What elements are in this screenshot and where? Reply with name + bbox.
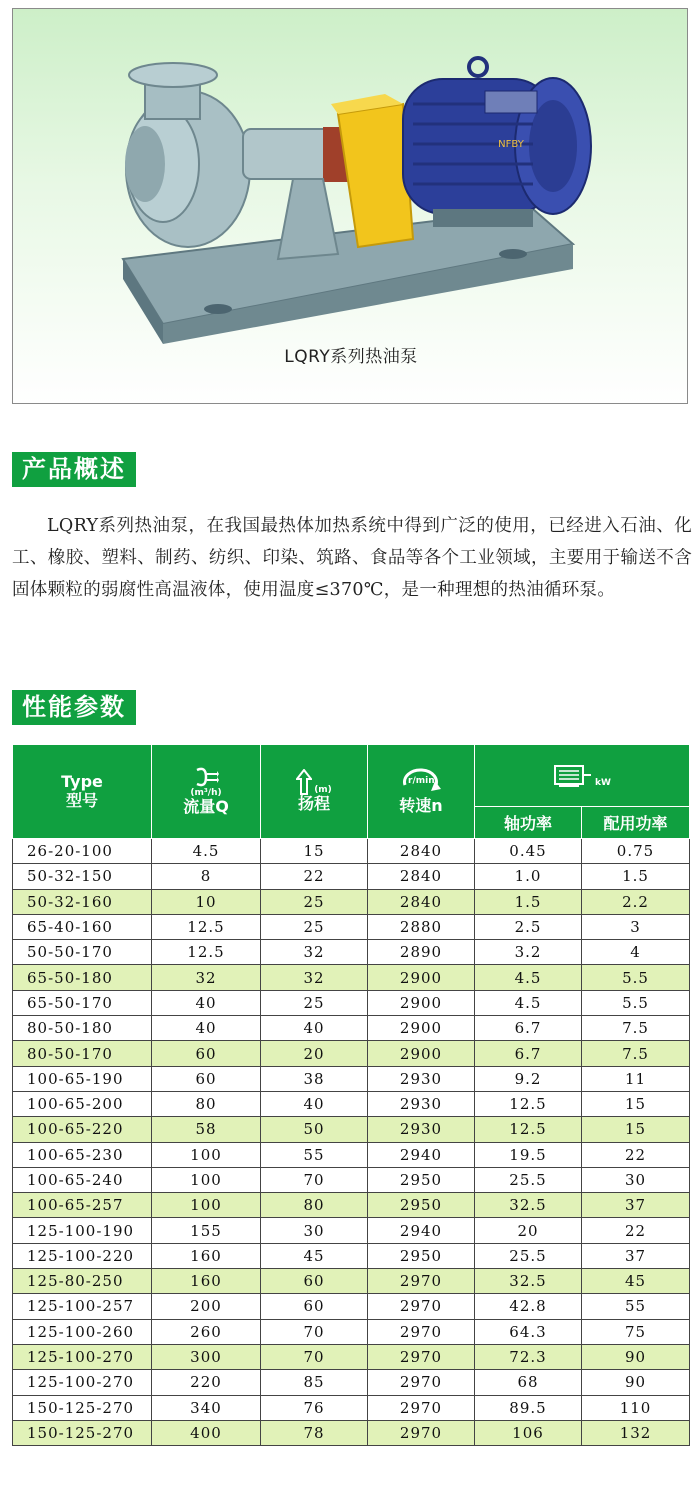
speed-cell: 2970 [368, 1319, 475, 1344]
flow-cell: 12.5 [152, 940, 261, 965]
table-row [13, 1167, 690, 1192]
flow-icon [193, 766, 219, 788]
overview-heading: 产品概述 [12, 452, 136, 487]
type-cell: 65-40-160 [13, 914, 152, 939]
flow-cell: 4.5 [152, 839, 261, 864]
table-row [13, 1041, 690, 1066]
matched-power-cell: 22 [582, 1218, 690, 1243]
speed-cell: 2970 [368, 1344, 475, 1369]
shaft-power-cell: 68 [475, 1370, 582, 1395]
speed-cell: 2900 [368, 1016, 475, 1041]
col-type-header: Type 型号 [13, 745, 152, 839]
flow-cell: 10 [152, 889, 261, 914]
flow-cell: 100 [152, 1142, 261, 1167]
type-cell: 125-100-257 [13, 1294, 152, 1319]
table-row [13, 1294, 690, 1319]
head-cell: 32 [261, 965, 368, 990]
shaft-power-cell: 25.5 [475, 1167, 582, 1192]
table-row [13, 839, 690, 864]
flow-cell: 200 [152, 1294, 261, 1319]
matched-power-cell: 30 [582, 1167, 690, 1192]
col-matched-power-header: 配用功率 [582, 807, 690, 839]
speed-cell: 2930 [368, 1066, 475, 1091]
shaft-power-cell: 89.5 [475, 1395, 582, 1420]
flow-cell: 60 [152, 1066, 261, 1091]
speed-cell: 2840 [368, 864, 475, 889]
flow-cell: 12.5 [152, 914, 261, 939]
table-row [13, 1370, 690, 1395]
speed-cell: 2930 [368, 1117, 475, 1142]
type-cell: 150-125-270 [13, 1395, 152, 1420]
head-cell: 70 [261, 1319, 368, 1344]
table-row [13, 1269, 690, 1294]
table-row [13, 914, 690, 939]
matched-power-cell: 15 [582, 1091, 690, 1116]
shaft-power-cell: 0.45 [475, 839, 582, 864]
speed-cell: 2950 [368, 1243, 475, 1268]
matched-power-cell: 0.75 [582, 839, 690, 864]
product-image-panel [12, 8, 688, 404]
col-head-header: (m) 扬程 [261, 745, 368, 839]
head-cell: 78 [261, 1420, 368, 1445]
type-cell: 100-65-257 [13, 1193, 152, 1218]
type-cell: 65-50-180 [13, 965, 152, 990]
type-cell: 100-65-200 [13, 1091, 152, 1116]
type-cell: 125-100-190 [13, 1218, 152, 1243]
speed-cell: 2840 [368, 839, 475, 864]
head-cell: 60 [261, 1294, 368, 1319]
params-heading: 性能参数 [12, 690, 136, 725]
flow-cell: 220 [152, 1370, 261, 1395]
type-cell: 100-65-190 [13, 1066, 152, 1091]
shaft-power-cell: 20 [475, 1218, 582, 1243]
table-row [13, 1218, 690, 1243]
flow-cell: 100 [152, 1193, 261, 1218]
speed-cell: 2970 [368, 1294, 475, 1319]
flow-cell: 40 [152, 990, 261, 1015]
shaft-power-cell: 32.5 [475, 1193, 582, 1218]
matched-power-cell: 5.5 [582, 965, 690, 990]
speed-cell: 2930 [368, 1091, 475, 1116]
head-cell: 40 [261, 1016, 368, 1041]
matched-power-cell: 45 [582, 1269, 690, 1294]
speed-cell: 2940 [368, 1142, 475, 1167]
flow-cell: 400 [152, 1420, 261, 1445]
speed-cell: 2900 [368, 990, 475, 1015]
head-cell: 25 [261, 914, 368, 939]
speed-cell: 2840 [368, 889, 475, 914]
flow-cell: 160 [152, 1243, 261, 1268]
shaft-power-cell: 25.5 [475, 1243, 582, 1268]
matched-power-cell: 2.2 [582, 889, 690, 914]
shaft-power-cell: 9.2 [475, 1066, 582, 1091]
head-cell: 55 [261, 1142, 368, 1167]
motor-icon [553, 763, 593, 789]
head-cell: 60 [261, 1269, 368, 1294]
head-cell: 38 [261, 1066, 368, 1091]
motor-badge: NFBY [498, 139, 524, 150]
head-cell: 85 [261, 1370, 368, 1395]
speed-cell: 2970 [368, 1395, 475, 1420]
type-cell: 125-100-270 [13, 1370, 152, 1395]
head-cell: 80 [261, 1193, 368, 1218]
matched-power-cell: 37 [582, 1243, 690, 1268]
type-cell: 125-100-270 [13, 1344, 152, 1369]
shaft-power-cell: 3.2 [475, 940, 582, 965]
shaft-power-cell: 2.5 [475, 914, 582, 939]
matched-power-cell: 4 [582, 940, 690, 965]
type-cell: 65-50-170 [13, 990, 152, 1015]
table-row [13, 864, 690, 889]
matched-power-cell: 1.5 [582, 864, 690, 889]
speed-cell: 2970 [368, 1420, 475, 1445]
shaft-power-cell: 106 [475, 1420, 582, 1445]
flow-cell: 32 [152, 965, 261, 990]
shaft-power-cell: 6.7 [475, 1041, 582, 1066]
col-power-header: kW [475, 745, 690, 807]
table-row [13, 889, 690, 914]
type-cell: 80-50-170 [13, 1041, 152, 1066]
head-cell: 22 [261, 864, 368, 889]
type-cell: 125-100-260 [13, 1319, 152, 1344]
matched-power-cell: 90 [582, 1344, 690, 1369]
matched-power-cell: 90 [582, 1370, 690, 1395]
matched-power-cell: 75 [582, 1319, 690, 1344]
shaft-power-cell: 12.5 [475, 1091, 582, 1116]
table-row [13, 1420, 690, 1445]
speed-cell: 2940 [368, 1218, 475, 1243]
shaft-power-cell: 1.5 [475, 889, 582, 914]
type-cell: 80-50-180 [13, 1016, 152, 1041]
matched-power-cell: 11 [582, 1066, 690, 1091]
flow-cell: 58 [152, 1117, 261, 1142]
type-cell: 100-65-220 [13, 1117, 152, 1142]
speed-cell: 2880 [368, 914, 475, 939]
head-cell: 76 [261, 1395, 368, 1420]
type-cell: 50-32-150 [13, 864, 152, 889]
type-cell: 125-100-220 [13, 1243, 152, 1268]
spec-table-body [13, 839, 690, 1446]
matched-power-cell: 15 [582, 1117, 690, 1142]
col-flow-header: (m³/h) 流量Q [152, 745, 261, 839]
head-cell: 70 [261, 1167, 368, 1192]
arrow-up-icon [296, 769, 312, 795]
matched-power-cell: 3 [582, 914, 690, 939]
col-speed-header: r/min 转速n [368, 745, 475, 839]
head-cell: 25 [261, 990, 368, 1015]
matched-power-cell: 37 [582, 1193, 690, 1218]
table-row [13, 1066, 690, 1091]
head-cell: 25 [261, 889, 368, 914]
shaft-power-cell: 72.3 [475, 1344, 582, 1369]
flow-cell: 100 [152, 1167, 261, 1192]
flow-cell: 260 [152, 1319, 261, 1344]
table-row [13, 1091, 690, 1116]
head-cell: 40 [261, 1091, 368, 1116]
head-cell: 30 [261, 1218, 368, 1243]
table-row [13, 1117, 690, 1142]
head-cell: 15 [261, 839, 368, 864]
type-cell: 50-32-160 [13, 889, 152, 914]
matched-power-cell: 110 [582, 1395, 690, 1420]
overview-text: LQRY系列热油泵，在我国最热体加热系统中得到广泛的使用，已经进入石油、化工、橡胶、塑料、制药、纺织、印染、筑路、食品等各个工业领域，主要用于输送不含固体颗粒的弱腐性高温液体，使用温度≤370℃，是一种理想的热油循环泵。 [12, 516, 692, 600]
flow-cell: 300 [152, 1344, 261, 1369]
flow-cell: 8 [152, 864, 261, 889]
shaft-power-cell: 42.8 [475, 1294, 582, 1319]
matched-power-cell: 7.5 [582, 1041, 690, 1066]
shaft-power-cell: 19.5 [475, 1142, 582, 1167]
col-shaft-power-header: 轴功率 [475, 807, 582, 839]
flow-cell: 340 [152, 1395, 261, 1420]
type-cell: 26-20-100 [13, 839, 152, 864]
table-row [13, 1344, 690, 1369]
speed-cell: 2900 [368, 965, 475, 990]
head-cell: 45 [261, 1243, 368, 1268]
shaft-power-cell: 64.3 [475, 1319, 582, 1344]
table-row [13, 1016, 690, 1041]
matched-power-cell: 5.5 [582, 990, 690, 1015]
head-cell: 70 [261, 1344, 368, 1369]
shaft-power-cell: 32.5 [475, 1269, 582, 1294]
product-caption: LQRY系列热油泵 [284, 347, 418, 367]
speed-cell: 2970 [368, 1370, 475, 1395]
table-row [13, 1319, 690, 1344]
flow-cell: 155 [152, 1218, 261, 1243]
type-cell: 100-65-230 [13, 1142, 152, 1167]
speed-cell: 2950 [368, 1193, 475, 1218]
table-row [13, 1395, 690, 1420]
table-row [13, 1193, 690, 1218]
table-row [13, 965, 690, 990]
shaft-power-cell: 6.7 [475, 1016, 582, 1041]
matched-power-cell: 132 [582, 1420, 690, 1445]
shaft-power-cell: 4.5 [475, 965, 582, 990]
table-row [13, 940, 690, 965]
shaft-power-cell: 12.5 [475, 1117, 582, 1142]
table-row [13, 990, 690, 1015]
table-row [13, 1243, 690, 1268]
flow-cell: 80 [152, 1091, 261, 1116]
speed-cell: 2890 [368, 940, 475, 965]
head-cell: 50 [261, 1117, 368, 1142]
flow-cell: 40 [152, 1016, 261, 1041]
matched-power-cell: 7.5 [582, 1016, 690, 1041]
type-cell: 150-125-270 [13, 1420, 152, 1445]
head-cell: 20 [261, 1041, 368, 1066]
speed-cell: 2950 [368, 1167, 475, 1192]
flow-cell: 160 [152, 1269, 261, 1294]
speed-cell: 2900 [368, 1041, 475, 1066]
type-cell: 125-80-250 [13, 1269, 152, 1294]
head-cell: 32 [261, 940, 368, 965]
matched-power-cell: 22 [582, 1142, 690, 1167]
flow-cell: 60 [152, 1041, 261, 1066]
matched-power-cell: 55 [582, 1294, 690, 1319]
table-row [13, 1142, 690, 1167]
speed-cell: 2970 [368, 1269, 475, 1294]
type-cell: 100-65-240 [13, 1167, 152, 1192]
shaft-power-cell: 4.5 [475, 990, 582, 1015]
spec-table [12, 744, 690, 1446]
shaft-power-cell: 1.0 [475, 864, 582, 889]
type-cell: 50-50-170 [13, 940, 152, 965]
